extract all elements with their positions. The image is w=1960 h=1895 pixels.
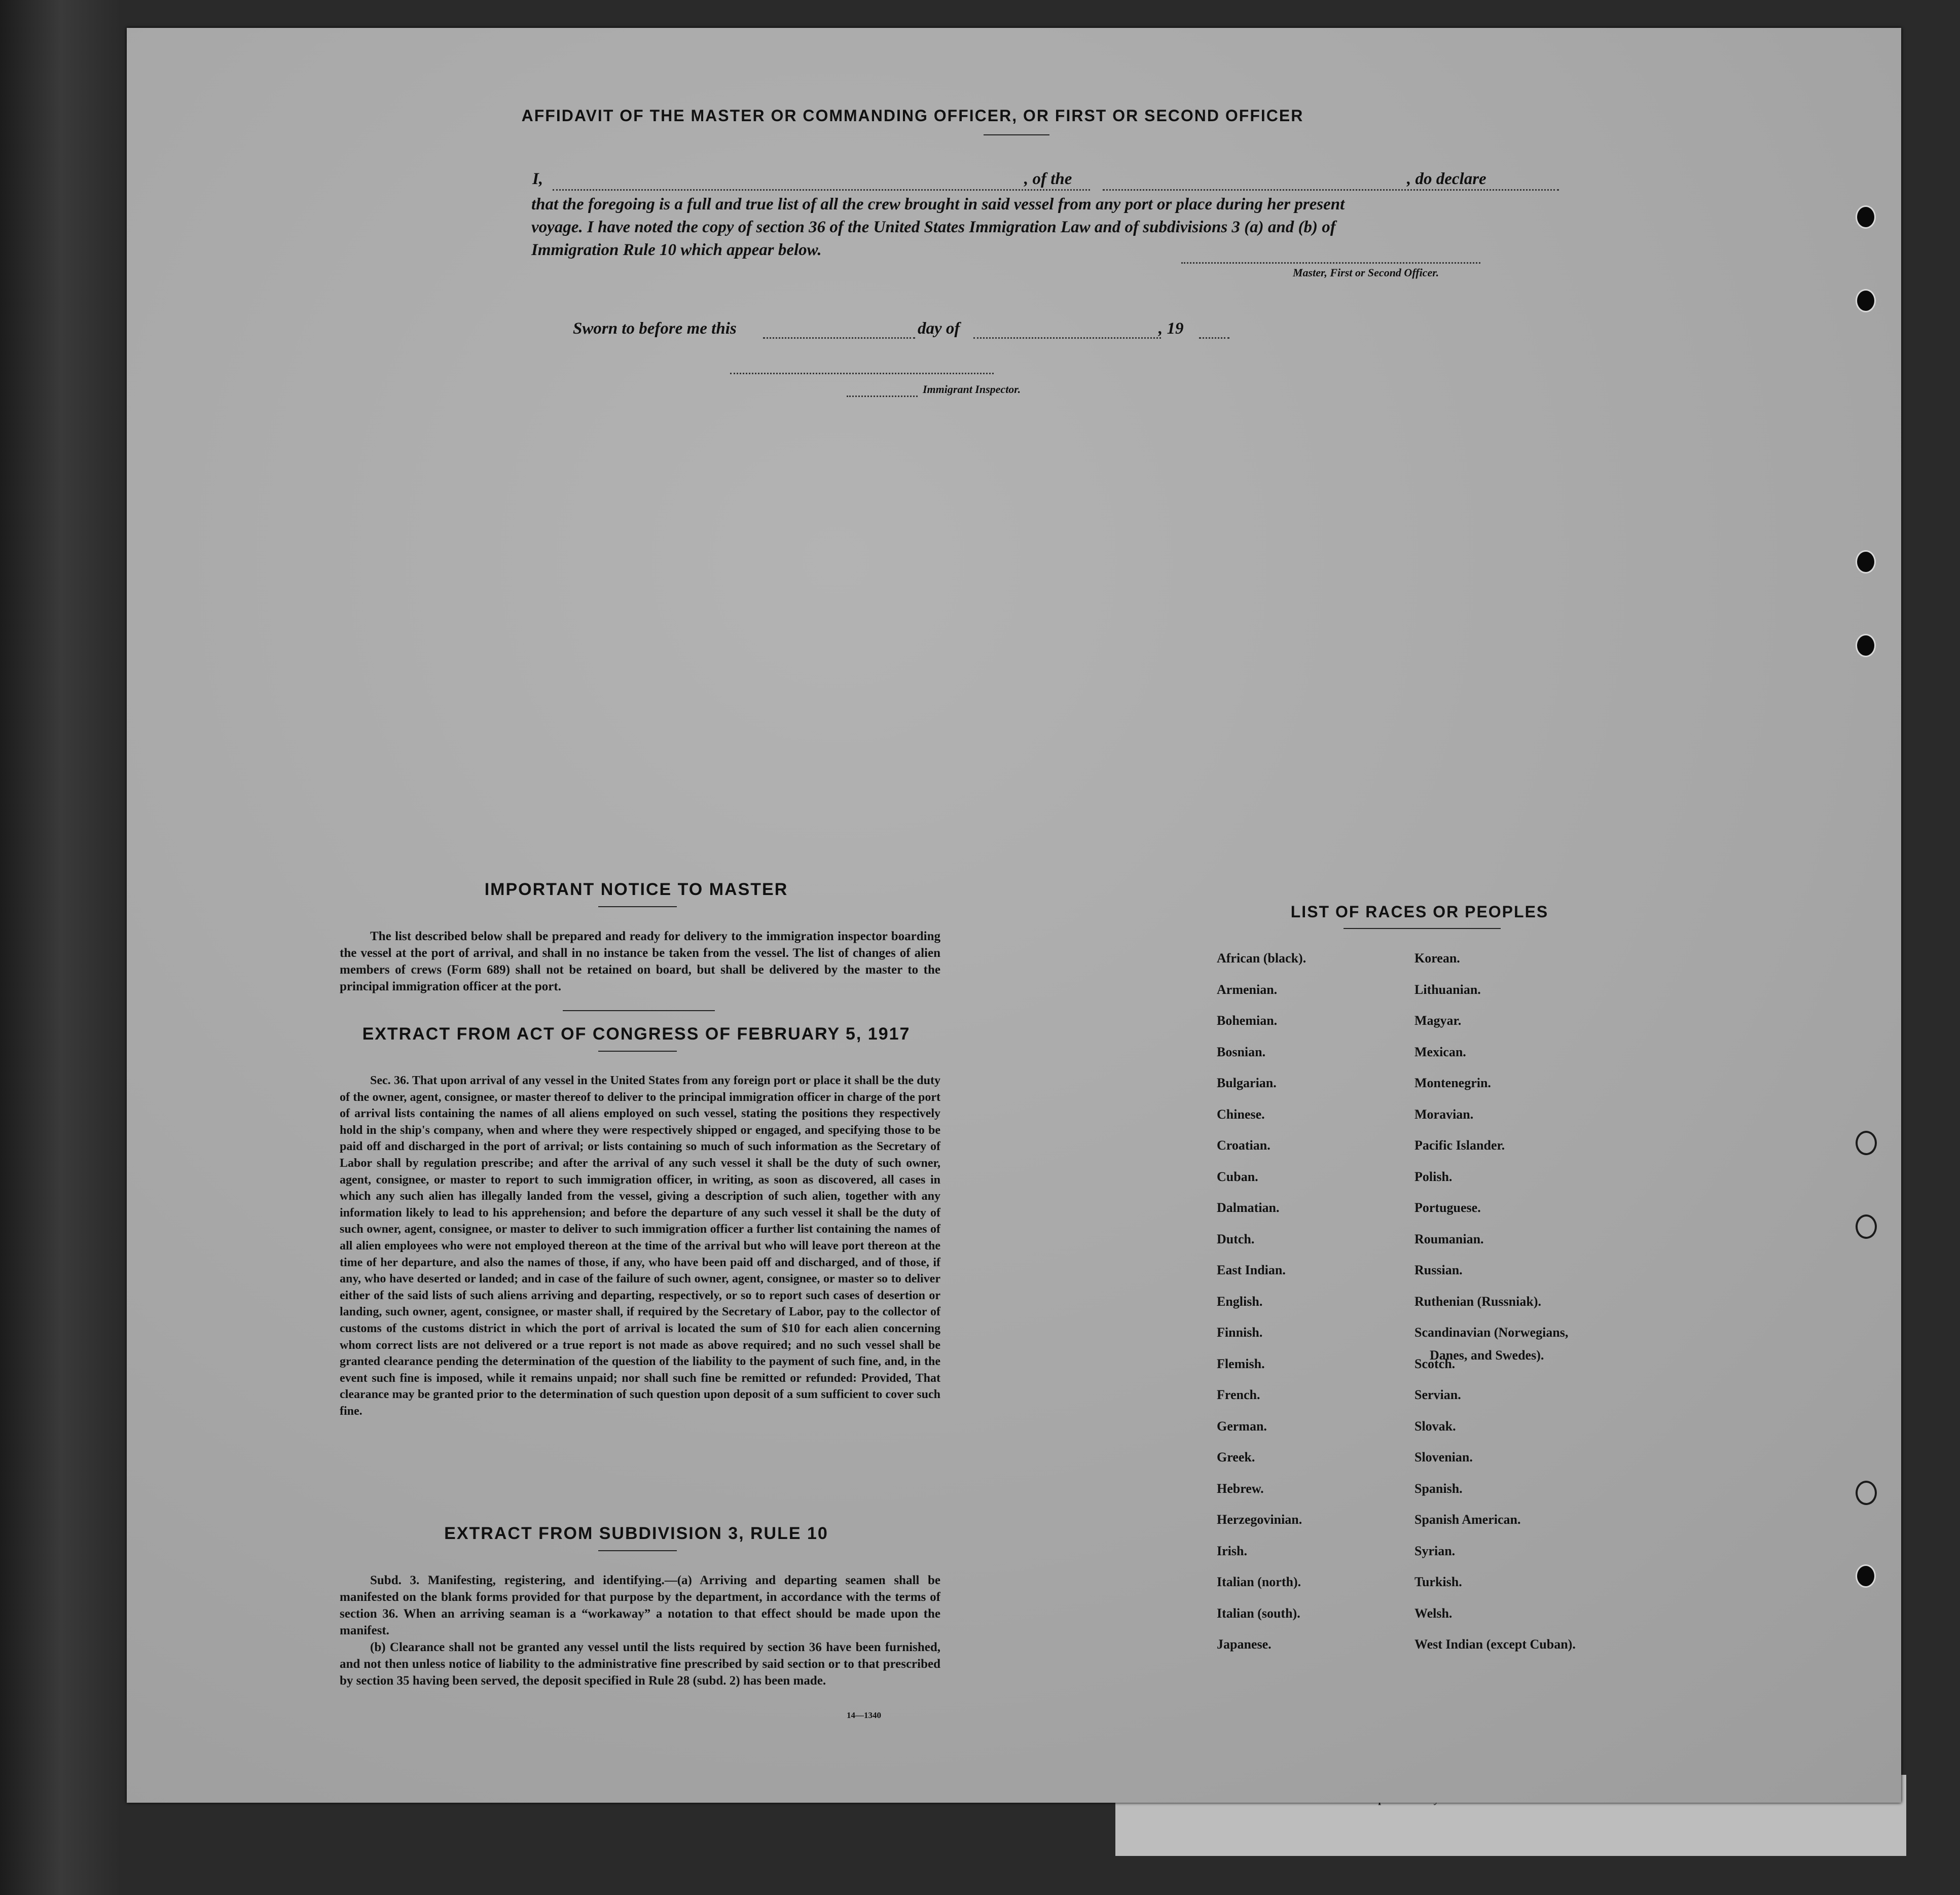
race-item: Irish.	[1217, 1543, 1247, 1558]
race-item: Italian (north).	[1217, 1575, 1301, 1589]
race-item: Scandinavian (Norwegians,	[1414, 1325, 1569, 1340]
race-item: Bohemian.	[1217, 1013, 1278, 1028]
race-item: Herzegovinian.	[1217, 1512, 1302, 1527]
race-item: African (black).	[1217, 951, 1306, 966]
race-item: German.	[1217, 1418, 1267, 1434]
race-item: Moravian.	[1414, 1106, 1474, 1122]
race-item: Ruthenian (Russniak).	[1414, 1294, 1541, 1309]
sworn-day-of: day of	[918, 319, 960, 338]
name-blank[interactable]	[553, 189, 1090, 191]
race-item: Portuguese.	[1414, 1200, 1481, 1215]
notice-title-underline	[598, 906, 677, 907]
race-item: Lithuanian.	[1414, 982, 1481, 997]
race-item: Slovak.	[1414, 1418, 1456, 1434]
race-item: Korean.	[1414, 951, 1460, 966]
race-item: Russian.	[1414, 1263, 1463, 1277]
punch-hole-icon	[1856, 1481, 1877, 1505]
race-item: Croatian.	[1217, 1138, 1271, 1153]
rule-extract-text: Subd. 3. Manifesting, registering, and identifying.—(a) Arriving and departing seamen shall be manifested on the blank forms provided for that purpose by the department, in accordance with the terms of section 36. When an arriving seaman is a “workaway” a notation to that effect should be made upon the manifest. (b) Clearance shall not be granted any vessel until the lists required by section 36 have been furnished, and not then unless notice of liability to the administrative fine prescribed by said section or to that prescribed by section 35 having been served, the deposit specified in Rule 28 (subd. 2) has been made.	[340, 1574, 940, 1688]
rule-extract-title-underline	[598, 1550, 677, 1551]
inspector-signature-line[interactable]	[730, 373, 994, 374]
declaration-of-the: , of the	[1024, 170, 1072, 188]
inspector-signature-line-2[interactable]	[847, 396, 918, 397]
master-signature-line[interactable]	[1181, 262, 1480, 264]
race-item: Spanish.	[1414, 1481, 1463, 1496]
sworn-year-blank[interactable]	[1199, 337, 1229, 339]
punch-hole-icon	[1856, 205, 1876, 229]
act-extract-title: EXTRACT FROM ACT OF CONGRESS OF FEBRUARY 5, 1917	[362, 1024, 911, 1044]
race-item: Roumanian.	[1414, 1231, 1484, 1246]
sworn-prefix: Sworn to before me this	[573, 319, 737, 338]
affidavit-body-line1: that the foregoing is a full and true list of all the crew brought in said vessel from any port or place during her present	[531, 195, 1345, 213]
race-item: East Indian.	[1217, 1263, 1286, 1277]
race-item: West Indian (except Cuban).	[1414, 1637, 1576, 1652]
race-item: Flemish.	[1217, 1356, 1265, 1371]
declaration-i: I,	[532, 170, 543, 188]
vessel-blank[interactable]	[1103, 189, 1559, 191]
race-item: Chinese.	[1217, 1106, 1265, 1122]
race-item: Japanese.	[1217, 1637, 1272, 1652]
notice-title: IMPORTANT NOTICE TO MASTER	[484, 880, 788, 899]
affidavit-title: AFFIDAVIT OF THE MASTER OR COMMANDING OFFICER, OR FIRST OR SECOND OFFICER	[521, 106, 1304, 125]
races-title-underline	[1344, 928, 1501, 929]
punch-hole-icon	[1856, 1214, 1877, 1239]
affidavit-title-underline	[984, 134, 1049, 135]
punch-hole-icon	[1856, 550, 1876, 574]
race-item: French.	[1217, 1387, 1260, 1402]
punch-hole-icon	[1856, 289, 1876, 312]
race-item: Dutch.	[1217, 1231, 1255, 1246]
sworn-month-blank[interactable]	[973, 337, 1161, 339]
race-item: Bosnian.	[1217, 1044, 1266, 1059]
act-extract-text: Sec. 36. That upon arrival of any vessel in the United States from any foreign port or place it shall be the duty of the owner, agent, consignee, or master thereof to deliver to the principal immigration officer in charge of the port of arrival lists containing the names of all aliens employed on such vessel, stating the positions they respectively hold in the ship's company, when and where they were respectively shipped or engaged, and specifying those to be paid off and discharged in the port of arrival; or lists containing so much of such information as the Secretary of Labor shall by regulation prescribe; and after the arrival of any such vessel it shall be the duty of such owner, agent, consignee, or master to report to such immigration officer, in writing, as soon as discovered, all cases in which any such alien has illegally landed from the vessel, giving a description of such alien, together with any information likely to lead to his apprehension; and before the departure of any such vessel it shall be the duty of such owner, agent, consignee, or master to deliver to such immigration officer a further list containing the names of all alien employees who were not employed thereon at the time of the arrival but who will leave port thereon at the time of her departure, and also the names of those, if any, who have been paid off and discharged, and of those, if any, who have deserted or landed; and in case of the failure of such owner, agent, consignee, or master so to deliver either of the said lists of such aliens arriving and departing, respectively, or so to report such cases of desertion or landing, such owner, agent, consignee, or master shall, if required by the Secretary of Labor, pay to the collector of customs of the customs district in which the port of arrival is located the sum of $10 for each alien concerning whom correct lists are not delivered or a true report is not made as above required; and no such vessel shall be granted clearance pending the determination of the question of the liability to the payment of such fine, and, in the event such fine is imposed, while it remains unpaid; nor shall such fine be remitted or refunded: Provided, That clearance may be granted prior to the determination of such question upon deposit of a sum sufficient to cover such fine.	[340, 1074, 940, 1418]
sworn-year: , 19	[1158, 319, 1184, 338]
race-item: Pacific Islander.	[1414, 1138, 1505, 1153]
act-extract-title-underline	[598, 1051, 677, 1052]
race-item: Hebrew.	[1217, 1481, 1264, 1496]
notice-text: The list described below shall be prepared and ready for delivery to the immigration inspector boarding the vessel at the port of arrival, and shall in no instance be taken from the vessel. The list of changes of alien members of crews (Form 689) shall not be retained on board, but shall be delivered by the master to the principal immigration officer at the port.	[340, 929, 940, 993]
race-item: Slovenian.	[1414, 1450, 1473, 1464]
race-item: Montenegrin.	[1414, 1076, 1491, 1090]
race-item: Servian.	[1414, 1387, 1461, 1402]
race-item: Greek.	[1217, 1450, 1255, 1464]
race-item: Mexican.	[1414, 1044, 1466, 1059]
race-item: Welsh.	[1414, 1605, 1453, 1621]
notice-divider	[563, 1010, 715, 1011]
punch-hole-icon	[1856, 1564, 1876, 1588]
race-item: Bulgarian.	[1217, 1076, 1277, 1090]
affidavit-body-line2: voyage. I have noted the copy of section 36 of the United States Immigration Law and of subdivisions 3 (a) and (b) of	[531, 218, 1336, 236]
race-item: Polish.	[1414, 1169, 1453, 1184]
form-number: 14—1340	[847, 1710, 881, 1720]
race-item: Finnish.	[1217, 1325, 1263, 1340]
race-item: Cuban.	[1217, 1169, 1258, 1184]
document-page	[127, 28, 1901, 1803]
race-item: Italian (south).	[1217, 1605, 1300, 1621]
race-item: Turkish.	[1414, 1575, 1462, 1589]
punch-hole-icon	[1856, 1131, 1877, 1155]
race-item: Magyar.	[1414, 1013, 1462, 1028]
race-item: Spanish American.	[1414, 1512, 1521, 1527]
race-item: Syrian.	[1414, 1543, 1456, 1558]
sworn-day-blank[interactable]	[763, 337, 915, 339]
race-item: Armenian.	[1217, 982, 1278, 997]
races-title: LIST OF RACES OR PEOPLES	[1290, 903, 1549, 921]
rule-extract-title: EXTRACT FROM SUBDIVISION 3, RULE 10	[444, 1524, 828, 1543]
declaration-do-declare: , do declare	[1407, 170, 1486, 188]
races-scandinavian-continued: Danes, and Swedes).	[1430, 1348, 1544, 1363]
race-item: Dalmatian.	[1217, 1200, 1280, 1215]
inspector-label: Immigrant Inspector.	[923, 383, 1021, 396]
race-item: Scotch.	[1414, 1356, 1456, 1371]
master-signature-label: Master, First or Second Officer.	[1293, 266, 1439, 279]
punch-hole-icon	[1856, 634, 1876, 657]
affidavit-body-line3: Immigration Rule 10 which appear below.	[531, 241, 822, 259]
race-item: English.	[1217, 1294, 1263, 1309]
